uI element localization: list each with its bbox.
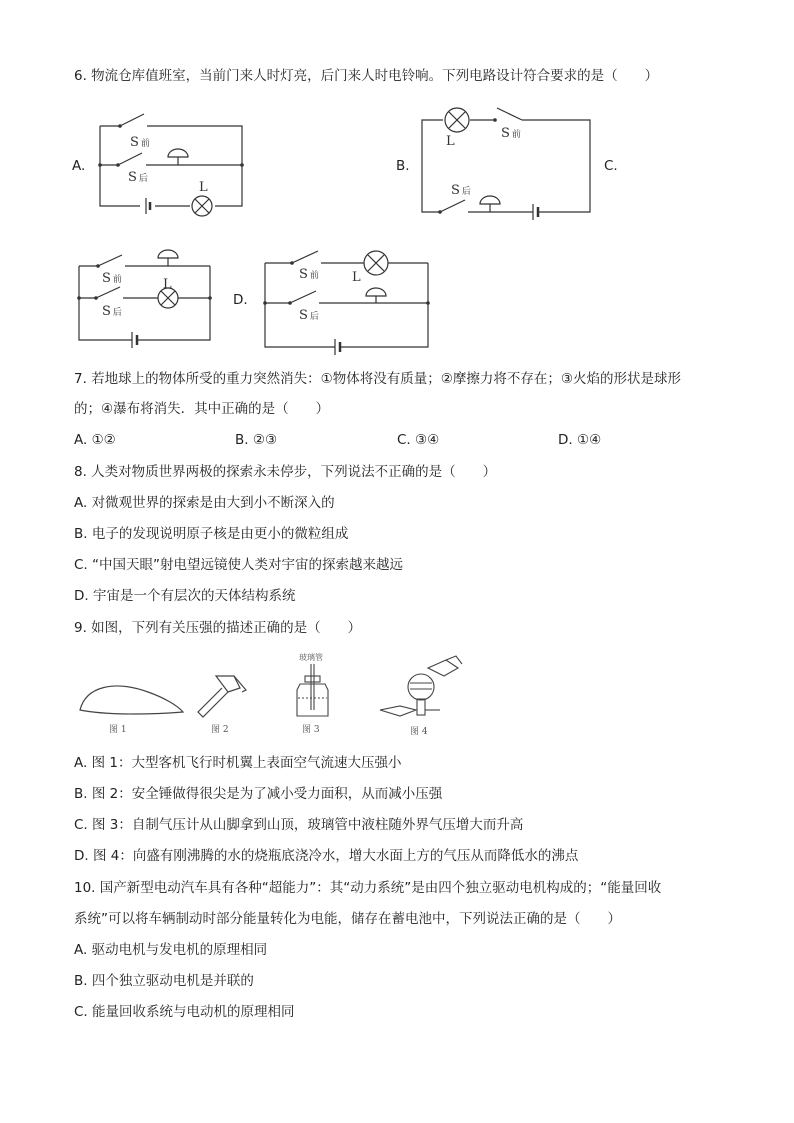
circuit-d-switch-front-label: S 前 <box>299 267 319 282</box>
fig1-caption: 图 1 <box>109 725 127 735</box>
circuit-d-switch-back-label: S 后 <box>299 308 319 323</box>
q8-option-d[interactable]: D. 宇宙是一个有层次的天体结构系统 <box>74 588 296 604</box>
circuit-a-switch-front-label: S 前 <box>130 135 150 150</box>
q6-option-d-label[interactable]: D. <box>233 292 248 308</box>
fig2-caption: 图 2 <box>211 725 229 735</box>
q8-option-a[interactable]: A. 对微观世界的探索是由大到小不断深入的 <box>74 495 335 511</box>
q6-option-c-label[interactable]: C. <box>604 158 618 174</box>
q8-option-c[interactable]: C. “中国天眼”射电望远镜使人类对宇宙的探索越来越远 <box>74 557 403 573</box>
q10-option-c[interactable]: C. 能量回收系统与电动机的原理相同 <box>74 1004 295 1020</box>
q9-option-c[interactable]: C. 图 3：自制气压计从山脚拿到山顶，玻璃管中液柱随外界气压增大而升高 <box>74 817 524 833</box>
q10-option-a[interactable]: A. 驱动电机与发电机的原理相同 <box>74 942 268 958</box>
fig4-caption: 图 4 <box>410 727 428 737</box>
q7-stem-line2: 的；④瀑布将消失．其中正确的是（ ） <box>74 401 330 417</box>
q9-option-b[interactable]: B. 图 2：安全锤做得很尖是为了减小受力面积，从而减小压强 <box>74 786 443 802</box>
circuit-b-switch-back-label: S 后 <box>451 183 471 198</box>
q9-option-a[interactable]: A. 图 1：大型客机飞行时机翼上表面空气流速大压强小 <box>74 755 402 771</box>
q10-stem-line1: 10. 国产新型电动汽车具有各种“超能力”：其“动力系统”是由四个独立驱动电机构成的；“能量回收 <box>74 880 662 896</box>
circuit-c-switch-back-label: S 后 <box>102 304 122 319</box>
q7-option-b[interactable]: B. ②③ <box>235 432 278 448</box>
flask-cold-water-figure <box>380 656 462 716</box>
circuit-a-switch-back-label: S 后 <box>128 170 148 185</box>
fig3-tube-label: 玻璃管 <box>299 653 323 662</box>
q8-option-b[interactable]: B. 电子的发现说明原子核是由更小的微粒组成 <box>74 526 349 542</box>
q9-stem: 9. 如图，下列有关压强的描述正确的是（ ） <box>74 620 362 636</box>
q8-stem: 8. 人类对物质世界两极的探索永未停步，下列说法不正确的是（ ） <box>74 464 497 480</box>
q9-option-d[interactable]: D. 图 4：向盛有刚沸腾的水的烧瓶底浇冷水，增大水面上方的气压从而降低水的沸点 <box>74 848 579 864</box>
q6-option-b-label[interactable]: B. <box>396 158 410 174</box>
q7-stem-line1: 7. 若地球上的物体所受的重力突然消失：①物体将没有质量；②摩擦力将不存在；③火焰的形状是球形 <box>74 371 681 387</box>
q10-stem-line2: 系统”可以将车辆制动时部分能量转化为电能，储存在蓄电池中，下列说法正确的是（ ） <box>74 911 621 927</box>
fig3-caption: 图 3 <box>302 725 320 735</box>
safety-hammer-figure <box>198 676 246 717</box>
q7-option-d[interactable]: D. ①④ <box>558 432 602 448</box>
q10-option-b[interactable]: B. 四个独立驱动电机是并联的 <box>74 973 254 989</box>
circuit-d-lamp-label: L <box>352 270 361 285</box>
circuit-a-lamp-label: L <box>199 180 208 195</box>
q6-option-a-label[interactable]: A. <box>72 158 86 174</box>
circuit-c-switch-front-label: S 前 <box>102 271 122 286</box>
barometer-bottle-figure <box>297 664 328 716</box>
q7-option-c[interactable]: C. ③④ <box>397 432 440 448</box>
q7-option-a[interactable]: A. ①② <box>74 432 116 448</box>
wing-airfoil-figure <box>80 686 183 714</box>
circuit-c-lamp-label: L <box>163 277 172 292</box>
circuit-b-switch-front-label: S 前 <box>501 126 521 141</box>
circuit-b-lamp-label: L <box>446 134 455 149</box>
q6-stem: 6. 物流仓库值班室，当前门来人时灯亮，后门来人时电铃响。下列电路设计符合要求的是（ ） <box>74 68 659 84</box>
